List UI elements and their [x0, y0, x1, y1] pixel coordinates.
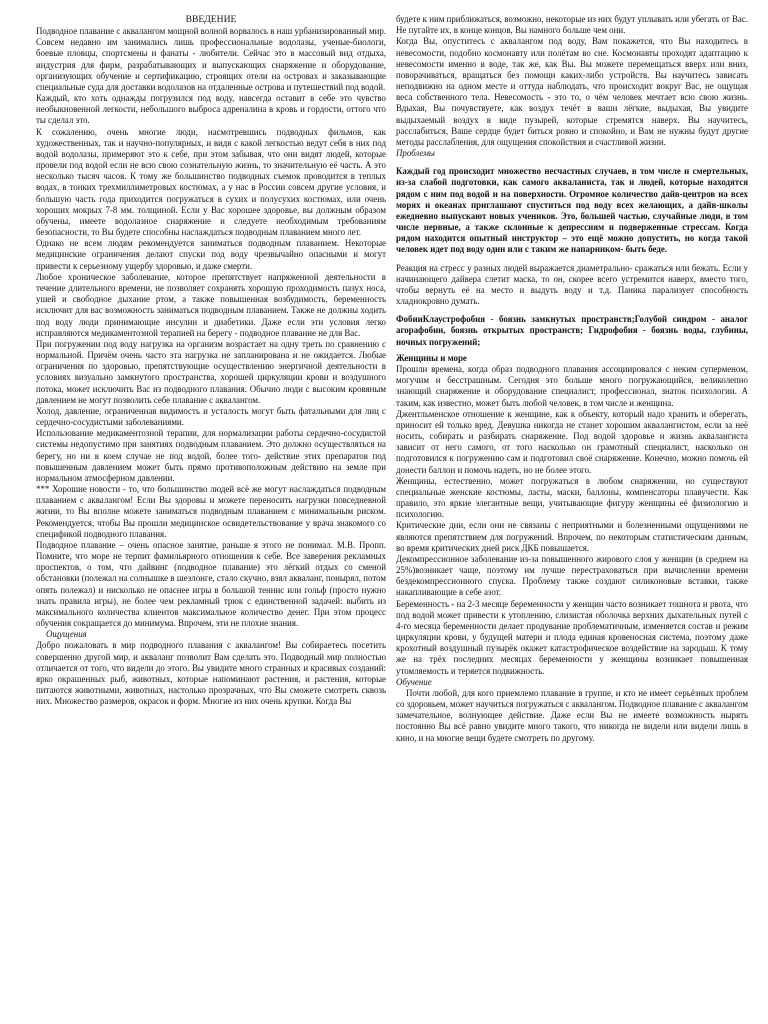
document-title: ВВЕДЕНИЕ: [185, 14, 237, 25]
paragraph-danger: Подводное плавание – очень опасное занятие, раньше я этого не понимал. М.В. Пропп. Помните, что море не терпит фамильярного отношения к себе. Все заверения рекламных проспектов, о том, что дайвинг (подводное плавание) это лёгкий отдых со сменой обстановки (полежал на солнышке в шезлонге, стало скучно, взял акваланг, понырял, потом опять полежал) и нисколько не опаснее игры в большой теннис или гольф (просто нужно знать правила игры), не более чем рекламный трюк с единственной задачей: выбить из максимального количества клиентов максимальное количество денег. При этом процесс обучения сокращается до минимума. Впрочем, эти не плохие знания.: [36, 539, 386, 629]
paragraph-women-decompression: Декомпрессионное заболевание из-за повышенного жирового слоя у женщин (в среднем на 25%)возникает чаще, поэтому им лучше перестраховаться при вычислении времени бездекомпрессионного спуска. Проблему также создают силиконовые вставки, также накапливающие в себе азот.: [396, 553, 748, 598]
paragraph-women-equipment: Женщины, естественно, может погружаться в любом снаряжении, но существуют специальные женские костюмы, ласты, маски, баллоны, компенсаторы плавучести. Как правило, это яркие элегантные вещи, учитывающие фигуру женщины её физиологию и психологию.: [396, 475, 748, 520]
heading-sensations: Ощущения: [46, 629, 87, 640]
paragraph-continuation: будете к ним приближаться, возможно, некоторые из них будут уплывать или убегать от Вас. Не пугайте их, в конце концов, Вы намного больше чем они.: [396, 14, 748, 36]
paragraph-women-gentleman: Джентльменское отношение к женщине, как к объекту, который надо хранить и оберегать, приносит ей только вред. Девушка никогда не станет хорошим аквалангистом, если за неё носить, собирать и разбирать снаряжение. Под водой здоровье и жизнь аквалангиста зависит от него самого, от того насколько он грамотный специалист, насколько он подготовился к погружению сам и подготовил своё снаряжение. Конечно, можно помочь ей донести баллон и помочь надеть, но не более этого.: [396, 408, 748, 475]
heading-women-and-sea: Женщины и море: [396, 352, 467, 363]
paragraph-training: Почти любой, для кого приемлемо плавание в группе, и кто не имеет серьёзных проблем со здоровьем, может научиться погружаться с аквалангом. Подводное плавание с аквалангом замечательное, волнующее действие. Даже если Вы не имеете возможность нырять постоянно Вы всё равно увидите много такого, что никогда не видели или видели лишь в кино, и на многие вещи будете смотреть по другому.: [396, 687, 748, 743]
paragraph-women-critical-days: Критические дни, если они не связаны с неприятными и болезненными ощущениями не являются препятствием для погружений. Впрочем, по некоторым статистическим данным, во время критических дней риск ДКБ повышается.: [396, 520, 748, 553]
heading-training: Обучение: [396, 676, 432, 687]
paragraph-restrictions: Однако не всем людям рекомендуется заниматься подводным плаванием. Некоторые медицинские ограничения делают спуски под воду чрезвычайно опасными и могут привести к серьезному ущербу здоровью, и даже смерти.: [36, 238, 386, 271]
paragraph-first-dive: Каждый, кто хоть однажды погрузился под воду, навсегда оставит в себе это чувство необыкновенной легкости, небольшого выброса адреналина в кровь и гордости, оттого что ты сделал это.: [36, 93, 386, 126]
paragraph-weightlessness: Когда Вы, опуститесь с аквалангом под воду, Вам покажется, что Вы находитесь в невесомости, подобно космонавту или полётам во сне. Космонавты проходят адаптацию к невесомости именно в воде, так же, как Вы. Вы можете перемещаться вверх или вниз, поворачиваться, вращаться без помощи каких-либо устройств. Вы научитесь зависать неподвижно на одном месте и оттуда наблюдать, что происходит вокруг Вас, не ощущая веса собственного тела. Невесомость - это то, о чём человек мечтает всю свою жизнь. Вдыхая, Вы почувствуете, как воздух течёт в ваши лёгкие, выдыхая, Вы увидите выдыхаемый воздух в виде пузырей, которые стремятся наверх. Вы научитесь, расслабиться, Ваше сердце будет биться ровно и спокойно, и Вам не нужны будут другие методы расслабления, для ощущения спокойствия и счастливой жизни.: [396, 36, 748, 147]
paragraph-sensations: Добро пожаловать в мир подводного плавания с аквалангом! Вы собираетесь посетить совершенно другой мир, и акваланг позволит Вам сделать это. Подводный мир полностью отличается от того, что видели до этого. Вы увидите много странных и красивых созданий: ярко окрашенных рыб, животных, которые напоминают растения, и растения, которые питаются животными, животных, настолько прозрачных, что Вы сможете смотреть сквозь них. Множество размеров, окрасок и форм. Многие из них очень крупки. Когда Вы: [36, 640, 386, 707]
paragraph-women-pregnancy: Беременность - на 2-3 месяце беременности у женщин часто возникает тошнота и рвота, что под водой может привести к утоплению, слизистая оболочка верхних дыхательных путей с 4-го месяца беременности делает продувание проблематичным, изменяется состав и режим циркуляции крови, у будущей матери и плода единая кровеносная система, поэтому даже крохотный воздушный пузырёк окажет катастрофическое воздействие на зародыш. К тому же на трёх последних месяцах беременности у женщины возникает повышенная утомляемость и теряется подвижность.: [396, 598, 748, 676]
paragraph-films: К сожалению, очень многие люди, насмотревшись подводных фильмов, как художественных, так и научно-популярных, и видя с какой легкостью ведут себя в них под водой водолазы, примеряют это к себе, при этом забывая, что они видят людей, которые провели под водой если не всю свою сознательную жизнь, то значительную её часть. А это несколько тысяч часов. К тому же большинство подводных съемок проводится в теплых водах, в тонких трехмиллиметровых костюмах, а у нас в России совсем другие условия, и большую часть года приходится погружаться в сухих и полусухих костюмах, или очень хороших мокрых 7-8 мм. толщиной. Если у Вас хорошее здоровье, вы должным образом обучены, имеете водолазное снаряжение и следуете необходимым требованиям безопасности, то Вы будете способны наслаждаться подводным плаванием много лет.: [36, 126, 386, 238]
paragraph-cold: Холод, давление, ограниченная видимость и усталость могут быть фатальными для лиц с сердечно-сосудистыми заболеваниями.: [36, 405, 386, 428]
heading-problems: Проблемы: [396, 148, 435, 159]
paragraph-accidents: Каждый год происходит множество несчастных случаев, в том числе и смертельных, из-за слабой подготовки, как самого акваланиста, так и людей, которые находятся рядом с ним под водой и на поверхности. Огромное количество дайв-центров на всех морях и океанах приглашают спуститься под воду всех желающих, а дайв-школы ежедневно выпускают новых учеников. Это, большей частью, случайные люди, в том числе нервные, а также склонные к депрессиям и подверженные стрессам. Когда рядом находится опытный инструктор – это ещё можно допустить, но когда такой человек идет под воду один или с таким же напарником- быть беде.: [396, 166, 748, 255]
left-column: [36, 14, 386, 1018]
paragraph-load: При погружении под воду нагрузка на организм возрастает на одну треть по сравнению с нормальной. Причём очень часто эта нагрузка не запланирована и не ожидается. Любые ограничения по здоровью, препятствующие осуществлению энергичной деятельности в условиях визуально замкнутого пространства, хорошей циркуляции крови и воздушного потока, может исключить Вас из подводного плавания. Обычно люди с высоким кровяным давлением не могут позволить себе плавание с аквалангом.: [36, 338, 386, 405]
right-column: [396, 14, 748, 1018]
paragraph-medication: Использование медикаментозной терапии, для нормализации работы сердечно-сосудистой системы недопустимо при занятиях подводным плаванием. Это должно осуществляться на берегу, но ни в коем случае не под водой, более того- действие этих препаратов под повышенным давлением может быть прямо противоположным действию на земле при нормальном атмосферном давлении.: [36, 428, 386, 483]
paragraph-chronic-disease: Любое хроническое заболевание, которое препятствует напряженной деятельности в течение длительного времени, не позволяет сохранять хорошую проходимость пазух носа, ушей и свободное дыхание ртом, а также повышенная возбудимость, беременность исключит для вас возможность заниматься подводным плаванием. Также не должны ходить под воду люди принимающие инсулин и диабетики. Даже если эти условия легко исправляются медикаментозной терапией на берегу - подводное плавание не для Вас.: [36, 271, 386, 338]
paragraph-stress: Реакция на стресс у разных людей выражается диаметрально- сражаться или бежать. Если у начинающего дайвера слетит маска, то он, скорее всего устремится наверх, вместо того, чтобы вернуть её на место и выдуть воду и т.д. Паника парализует способность хладнокровно думать.: [396, 262, 748, 307]
paragraph-phobias: ФобииКлаустрофобия - боязнь замкнутых пространств;Голубой синдром - аналог агорафобии, боязнь открытых пространств; Гидрофобия - боязнь воды, глубины, ночных погружений;: [396, 314, 748, 347]
paragraph-women-times: Прошли времена, когда образ подводного плавания ассоциировался с неким суперменом, могучим и бесстрашным. Сегодня это больше много погружающийся, великолепно знающий снаряжение и оборудование специалист, профессионал, знаток психологии. А таким, как известно, может быть любой человек, в том числе и женщина.: [396, 363, 748, 408]
paragraph-intro: Подводное плавание с аквалангом мощной волной ворвалось в наш урбанизированный мир. Совсем недавно им занимались лишь профессиональные водолазы, ученые-биологи, боевые пловцы, спортсмены и фанаты - любители. Сейчас это в массовый вид отдыха, индустрия для фирм, разрабатывающих и выпускающих снаряжение и оборудование, организующих обучение и сертификацию, строящих отели на островах и заказывающие специальные суда для доставки водолазов на отдаленные острова и путешествий под водой.: [36, 26, 386, 92]
paragraph-good-news: *** Хорошие новости - то, что большинство людей всё же могут наслаждаться подводным плаванием с аквалангом! Если Вы здоровы и можете переносить нагрузки повседневной жизни, то Вы вполне можете заниматься подводным плаванием с минимальным риском. Рекомендуется, чтобы Вы прошли медицинское освидетельствование у врача знакомого со спецификой подводного плавания.: [36, 484, 386, 539]
